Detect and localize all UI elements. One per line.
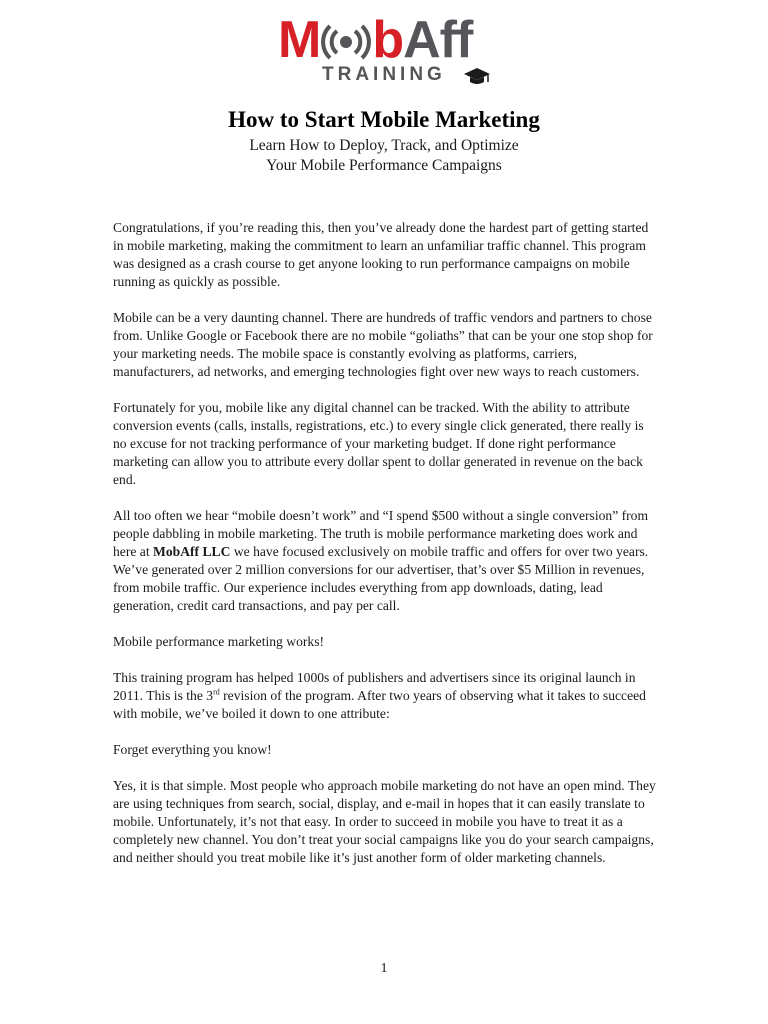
paragraph-mobile-works <box>113 507 658 615</box>
signal-waves-icon <box>321 22 371 62</box>
mobaff-training-logo <box>278 11 492 86</box>
paragraph-forget: Forget everything you know! <box>113 742 272 757</box>
logo-letter-b: b <box>372 11 404 69</box>
paragraph-statement: Mobile performance marketing works! <box>113 634 325 649</box>
paragraph-simple: Yes, it is that simple. Most people who approach mobile marketing do not have an open mind. They are using techniques from search, social, display, and e-mail in hopes that it can easily translate to mobile. Unfortunately, it’s not that easy. In order to succeed in mobile you have to treat it as a completely new channel. You don’t treat your social campaigns like you do your search campaigns, and neither should you treat mobile like it’s just another form of older marketing channels. <box>113 778 656 865</box>
ordinal-suffix: rd <box>213 687 220 697</box>
company-name: MobAff LLC <box>153 544 231 559</box>
document-body <box>113 219 658 867</box>
document-subtitle <box>0 136 768 176</box>
paragraph-text: revision of the program. After two years of observing what it takes to succeed with mobile, we’ve boiled it down to one attribute: <box>113 688 646 721</box>
logo-wordmark <box>278 11 492 69</box>
document-title: How to Start Mobile Marketing <box>228 107 540 132</box>
paragraph-tracking: Fortunately for you, mobile like any digital channel can be tracked. With the ability to attribute conversion events (calls, installs, registrations, etc.) to every single click generated, there really is no excuse for not tracking performance of your marketing budget. If done right performance marketing can allow you to attribute every dollar spent to dollar generated in revenue on the back end. <box>113 400 644 487</box>
paragraph-text: we have focused exclusively on mobile traffic and offers for over two years. We’ve generated over 2 million conversions for our advertiser, that’s over $5 Million in revenues, from mobile traffic. Our experience includes everything from app downloads, dating, lead generation, credit card transactions, and pay per call. <box>113 544 649 613</box>
paragraph-congratulations: Congratulations, if you’re reading this, then you’ve already done the hardest part of getting started in mobile marketing, making the commitment to learn an unfamiliar traffic channel. This program was designed as a crash course to get anyone looking to run performance campaigns on mobile running as quickly as possible. <box>113 220 649 289</box>
graduation-cap-icon <box>464 66 490 86</box>
logo-letter-m: M <box>278 11 321 69</box>
paragraph-daunting-channel: Mobile can be a very daunting channel. There are hundreds of traffic vendors and partners to chose from. Unlike Google or Facebook there are no mobile “goliaths” that can be your one stop shop for your marketing needs. The mobile space is constantly evolving as platforms, carriers, manufacturers, ad networks, and emerging technologies fight over new ways to reach customers. <box>113 310 653 379</box>
subtitle-line-1: Learn How to Deploy, Track, and Optimize <box>249 137 519 154</box>
page-number: 1 <box>380 961 388 976</box>
paragraph-text: This training program has helped 1000s of publishers and advertisers since its original launch in 2011. This is the 3 <box>113 670 636 703</box>
logo-tagline: TRAINING <box>322 64 446 85</box>
paragraph-text: All too often we hear “mobile doesn’t work” and “I spend $500 without a single conversion” from people dabbling in mobile marketing. The truth is mobile performance marketing does work and here at <box>113 508 649 559</box>
paragraph-training-program <box>113 669 658 723</box>
subtitle-line-2: Your Mobile Performance Campaigns <box>266 157 502 174</box>
logo-letters-aff: Aff <box>403 11 473 69</box>
